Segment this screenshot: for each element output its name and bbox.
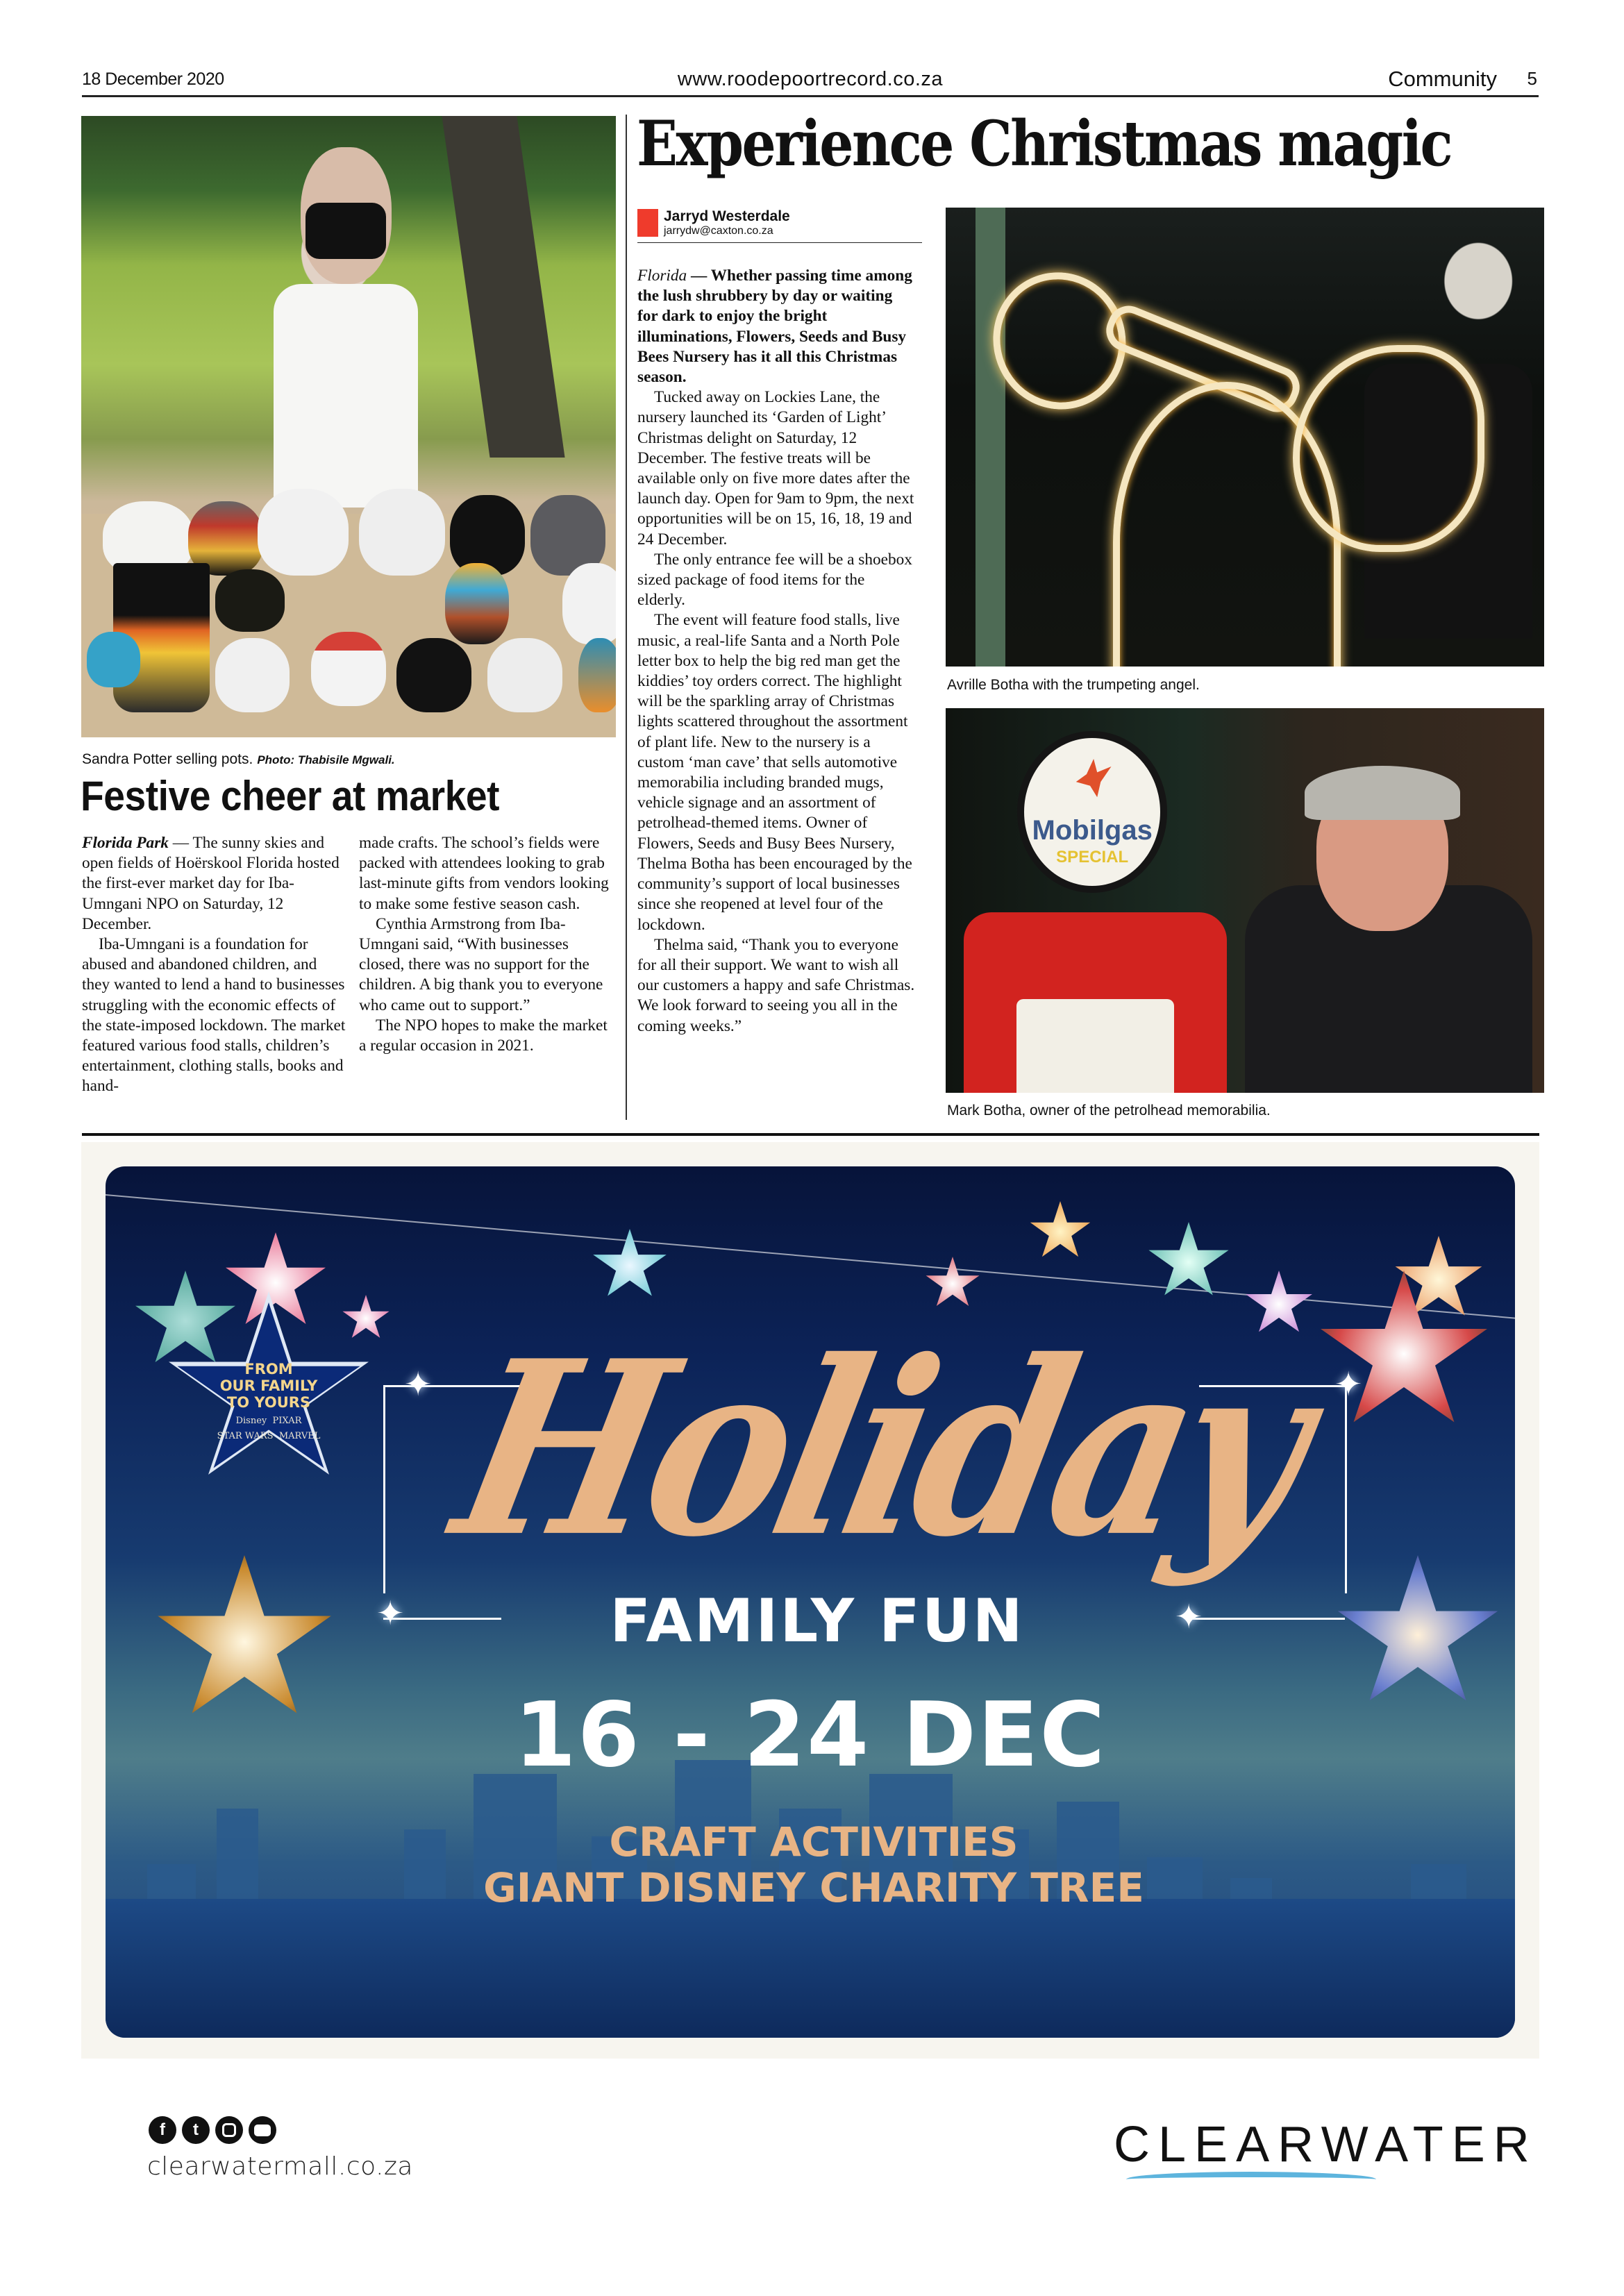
market-photo bbox=[81, 116, 616, 737]
market-photo-caption bbox=[82, 751, 395, 768]
sparkle-icon: ✦ bbox=[1334, 1365, 1363, 1404]
christmas-story-paragraph: The only entrance fee will be a shoebox sized package of food items for the elderly. bbox=[637, 550, 912, 610]
section-divider bbox=[82, 1133, 1539, 1136]
market-story-paragraph: Florida Park — The sunny skies and open fields of Hoërskool Florida hosted the first-ever market day for Iba-Umngani NPO on Saturday, 12 December. bbox=[82, 834, 340, 933]
byline-red-tag bbox=[637, 209, 658, 237]
author-email-link[interactable]: jarrydw@caxton.co.za bbox=[664, 225, 773, 237]
photo-tree bbox=[442, 116, 565, 458]
youtube-icon[interactable] bbox=[249, 2116, 276, 2144]
mobilgas-sign bbox=[1017, 731, 1167, 893]
issue-date: 18 December 2020 bbox=[82, 69, 224, 89]
photo-pot bbox=[578, 638, 616, 712]
photo-man-cap bbox=[1305, 766, 1460, 820]
star-lantern bbox=[1147, 1222, 1230, 1302]
market-story-paragraph: Cynthia Armstrong from Iba-Umngani said, “With businesses closed, there was no support for the children. A big thank you to everyone who came out to support.” bbox=[359, 914, 603, 1014]
photo-pot bbox=[311, 632, 386, 706]
advert-artwork bbox=[106, 1166, 1515, 2038]
photo-person-shirt bbox=[274, 284, 418, 508]
advert-subtitle: FAMILY FUN bbox=[610, 1586, 1025, 1656]
photo-face-mask bbox=[305, 203, 386, 259]
dateline: Florida Park bbox=[82, 834, 169, 852]
sparkle-icon: ✦ bbox=[376, 1594, 405, 1633]
logo-wave-icon bbox=[1126, 2172, 1376, 2187]
sign-brand-text: Mobilgas bbox=[1032, 814, 1153, 846]
instagram-icon[interactable] bbox=[215, 2116, 243, 2144]
twitter-icon[interactable]: t bbox=[182, 2116, 210, 2144]
photo-pot bbox=[562, 563, 616, 644]
newspaper-website-link[interactable]: www.roodepoortrecord.co.za bbox=[677, 68, 944, 90]
petrol-pump bbox=[964, 912, 1227, 1093]
star-lantern bbox=[592, 1229, 668, 1302]
sparkle-icon: ✦ bbox=[1175, 1598, 1203, 1636]
pegasus-icon bbox=[1076, 759, 1112, 797]
author-name: Jarryd Westerdale bbox=[664, 208, 790, 224]
section-label: Community bbox=[1388, 67, 1497, 91]
market-story-column-2 bbox=[359, 833, 617, 1056]
market-story-paragraph: Iba-Umngani is a foundation for abused and abandoned children, and they wanted to lend a hand to businesses struggling with the economic effects of the state-imposed lockdown. The market featured various food stalls, children’s entertainment, clothing stalls, books and hand- bbox=[82, 935, 346, 1096]
market-story-paragraph: The NPO hopes to make the market a regular occasion in 2021. bbox=[359, 1016, 608, 1055]
christmas-story-body bbox=[637, 266, 915, 1037]
clearwater-holiday-advert[interactable] bbox=[81, 1142, 1539, 2059]
photo-pot bbox=[445, 563, 509, 644]
caption-text: Sandra Potter selling pots. bbox=[82, 751, 253, 767]
photo-pot bbox=[487, 638, 562, 712]
photo-credit: Photo: Thabisile Mgwali. bbox=[257, 753, 395, 766]
memorabilia-photo-caption: Mark Botha, owner of the petrolhead memorabilia. bbox=[947, 1103, 1271, 1118]
byline bbox=[637, 208, 922, 243]
facebook-icon[interactable]: f bbox=[149, 2116, 176, 2144]
advert-features bbox=[106, 1819, 1515, 1911]
badge-brand-logos: Disney PIXAR STAR WARS MARVEL bbox=[217, 1416, 321, 1441]
trumpeting-angel-photo bbox=[946, 208, 1544, 667]
market-story-column-1 bbox=[82, 833, 347, 1097]
star-lantern bbox=[1029, 1201, 1091, 1262]
title-frame-line bbox=[1345, 1385, 1347, 1593]
feature-item: CRAFT ACTIVITIES bbox=[609, 1818, 1019, 1866]
title-frame-line bbox=[383, 1385, 385, 1593]
angel-photo-caption: Avrille Botha with the trumpeting angel. bbox=[947, 677, 1200, 693]
photo-pot bbox=[258, 489, 349, 576]
light-sculpture-wing bbox=[1293, 345, 1484, 551]
photo-pot bbox=[396, 638, 471, 712]
christmas-story-headline: Experience Christmas magic bbox=[637, 107, 1452, 181]
photo-pot bbox=[87, 632, 140, 688]
photo-pot bbox=[359, 489, 444, 576]
star-lantern bbox=[133, 1271, 237, 1371]
christmas-story-paragraph: Tucked away on Lockies Lane, the nursery launched its ‘Garden of Light’ Christmas delight on Saturday, 12 December. The festive treats will be available only on five more dates after the launch day. Open for 9am to 9pm, the next opportunities will be on 15, 16, 18, 19 and 24 December. bbox=[637, 388, 914, 548]
foreground-hill bbox=[106, 1899, 1515, 2038]
column-divider bbox=[626, 115, 627, 1120]
social-media-links bbox=[149, 2116, 276, 2144]
advert-title-script: Holiday bbox=[436, 1307, 1325, 1590]
clearwater-logo: CLEARWATER bbox=[1114, 2117, 1538, 2172]
christmas-story-lead: Florida — Whether passing time among the lush shrubbery by day or waiting for dark to enjoy the bright illuminations, Flowers, Seeds and Busy Bees Nursery has it all this Christmas season. bbox=[637, 267, 912, 387]
advert-dates: 16 - 24 DEC bbox=[514, 1684, 1107, 1787]
mickey-minnie-ornament bbox=[1317, 1271, 1491, 1437]
pump-dial bbox=[1016, 999, 1175, 1093]
lantern-string bbox=[106, 1194, 1515, 1323]
page-number: 5 bbox=[1527, 68, 1537, 89]
page-masthead bbox=[82, 67, 1539, 97]
badge-slogan: FROM OUR FAMILY TO YOURS bbox=[219, 1361, 318, 1411]
star-lantern bbox=[342, 1295, 390, 1342]
photo-pot bbox=[215, 638, 290, 712]
christmas-story-paragraph: The event will feature food stalls, live music, a real-life Santa and a North Pole letter box to help the big red man get the kiddies’ toy orders correct. The highlight will be the sparkling array of Christmas lights scattered throughout the assortment of plant life. New to the nursery is a custom ‘man cave’ that sells automotive memorabilia including branded mugs, vehicle signage and an assortment of petrolhead-themed items. Owner of Flowers, Seeds and Busy Bees Nursery, Thelma Botha has been encouraged by the community’s support of local businesses since she reopened at level four of the lockdown. bbox=[637, 611, 912, 934]
petrol-memorabilia-photo bbox=[946, 708, 1544, 1093]
mall-website-link[interactable]: clearwatermall.co.za bbox=[147, 2152, 413, 2181]
sign-sub-text: SPECIAL bbox=[1056, 847, 1129, 866]
dateline: Florida bbox=[637, 267, 687, 285]
photo-pillar bbox=[976, 208, 1005, 667]
feature-item: GIANT DISNEY CHARITY TREE bbox=[483, 1864, 1144, 1911]
sparkle-icon: ✦ bbox=[404, 1365, 433, 1404]
photo-pot bbox=[215, 569, 285, 632]
market-story-headline: Festive cheer at market bbox=[81, 773, 500, 819]
market-story-paragraph: made crafts. The school’s fields were packed with attendees looking to grab last-minute gifts from vendors looking to make some festive season cash. bbox=[359, 834, 609, 913]
christmas-story-paragraph: Thelma said, “Thank you to everyone for all their support. We want to wish all our customers a happy and safe Christmas. We look forward to seeing you all in the coming weeks.” bbox=[637, 935, 915, 1035]
star-lantern bbox=[925, 1257, 980, 1311]
